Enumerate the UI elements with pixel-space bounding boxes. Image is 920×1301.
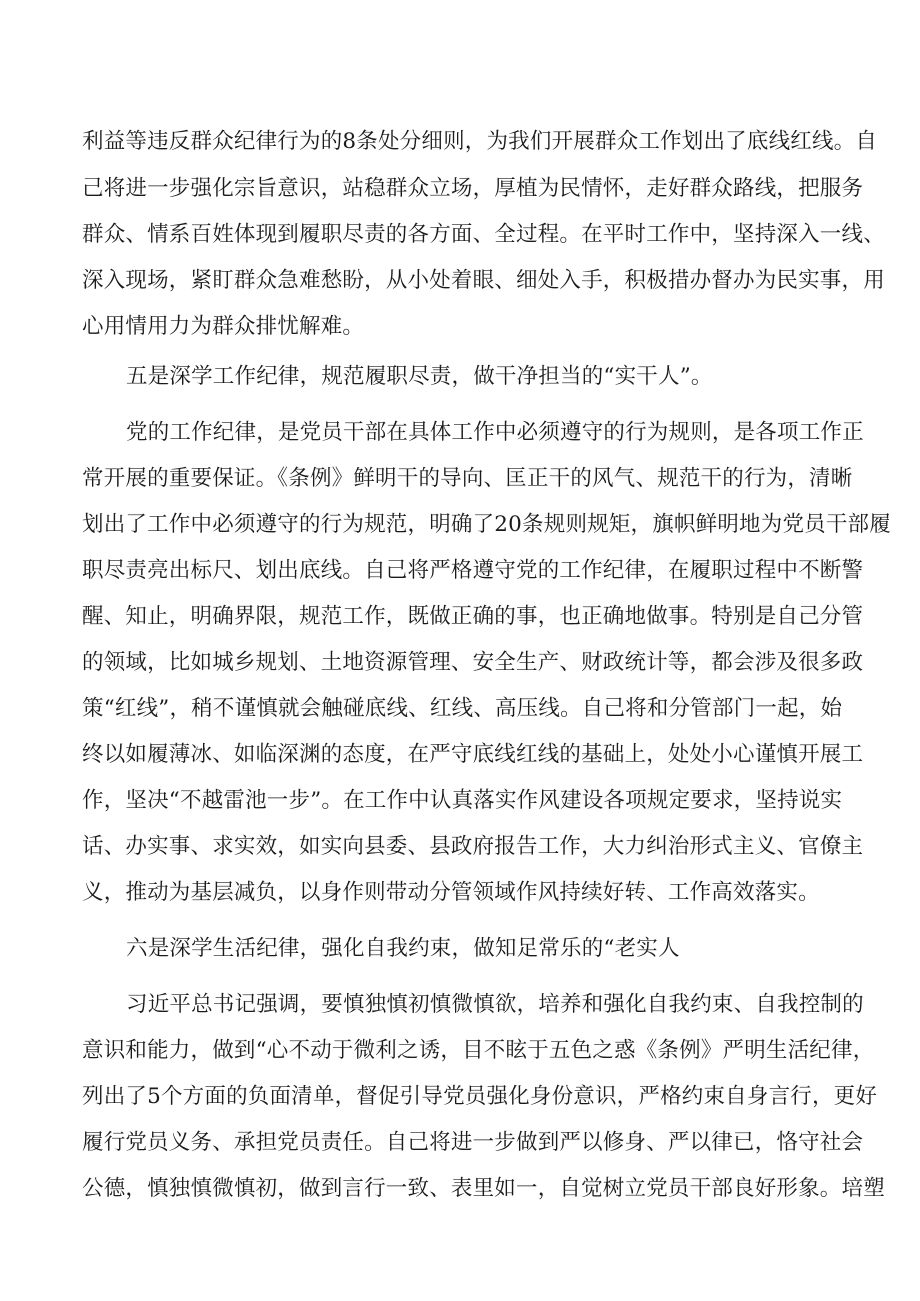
paragraph-line: 划出了工作中必须遵守的行为规范，明确了20条规则规矩，旗帜鲜明地为党员干部履 xyxy=(82,512,891,537)
paragraph-line: 意识和能力，做到“心不动于微利之诱，目不眩于五色之惑《条例》严明生活纪律， xyxy=(82,1038,875,1063)
paragraph-line: 习近平总书记强调，要慎独慎初慎微慎欲，培养和强化自我约束、自我控制的 xyxy=(126,992,864,1017)
paragraph-line: 利益等违反群众纪律行为的8条处分细则，为我们开展群众工作划出了底线红线。自 xyxy=(82,129,878,154)
paragraph-line: 心用情用力为群众排忧解难。 xyxy=(82,314,365,339)
paragraph-line: 列出了5个方面的负面清单，督促引导党员强化身份意识，严格约束自身言行，更好 xyxy=(82,1084,878,1109)
paragraph-line: 群众、情系百姓体现到履职尽责的各方面、全过程。在平时工作中，坚持深入一线、 xyxy=(82,222,885,247)
paragraph-line: 己将进一步强化宗旨意识，站稳群众立场，厚植为民情怀，走好群众路线，把服务 xyxy=(82,176,864,201)
section-heading: 六是深学生活纪律，强化自我约束，做知足常乐的“老实人 xyxy=(126,936,680,961)
paragraph-line: 话、办实事、求实效，如实向县委、县政府报告工作，大力纠治形式主义、官僚主 xyxy=(82,834,864,859)
paragraph-line: 作，坚决“不越雷池一步”。在工作中认真落实作风建设各项规定要求，坚持说实 xyxy=(82,788,843,813)
paragraph-line: 的领域，比如城乡规划、土地资源管理、安全生产、财政统计等，都会涉及很多政 xyxy=(82,650,864,675)
paragraph-line: 义，推动为基层减负，以身作则带动分管领域作风持续好转、工作高效落实。 xyxy=(82,880,820,905)
paragraph-line: 履行党员义务、承担党员责任。自己将进一步做到严以修身、严以律已，恪守社会 xyxy=(82,1130,864,1155)
paragraph-line: 终以如履薄冰、如临深渊的态度，在严守底线红线的基础上，处处小心谨慎开展工 xyxy=(82,742,864,767)
paragraph-line: 职尽责亮出标尺、划出底线。自己将严格遵守党的工作纪律，在履职过程中不断警 xyxy=(82,558,864,583)
paragraph-line: 策“红线”，稍不谨慎就会触碰底线、红线、高压线。自己将和分管部门一起，始 xyxy=(82,696,843,721)
paragraph-line: 常开展的重要保证。《条例》鲜明干的导向、匡正干的风气、规范干的行为，清晰 xyxy=(82,466,853,491)
paragraph-line: 党的工作纪律，是党员干部在具体工作中必须遵守的行为规则，是各项工作正 xyxy=(126,420,864,445)
paragraph-line: 公德，慎独慎微慎初，做到言行一致、表里如一，自觉树立党员干部良好形象。培塑 xyxy=(82,1176,885,1201)
section-heading: 五是深学工作纪律，规范履职尽责，做干净担当的“实干人”。 xyxy=(126,364,713,389)
paragraph-line: 深入现场，紧盯群众急难愁盼，从小处着眼、细处入手，积极措办督办为民实事，用 xyxy=(82,268,885,293)
paragraph-line: 醒、知止，明确界限，规范工作，既做正确的事，也正确地做事。特别是自己分管 xyxy=(82,604,864,629)
